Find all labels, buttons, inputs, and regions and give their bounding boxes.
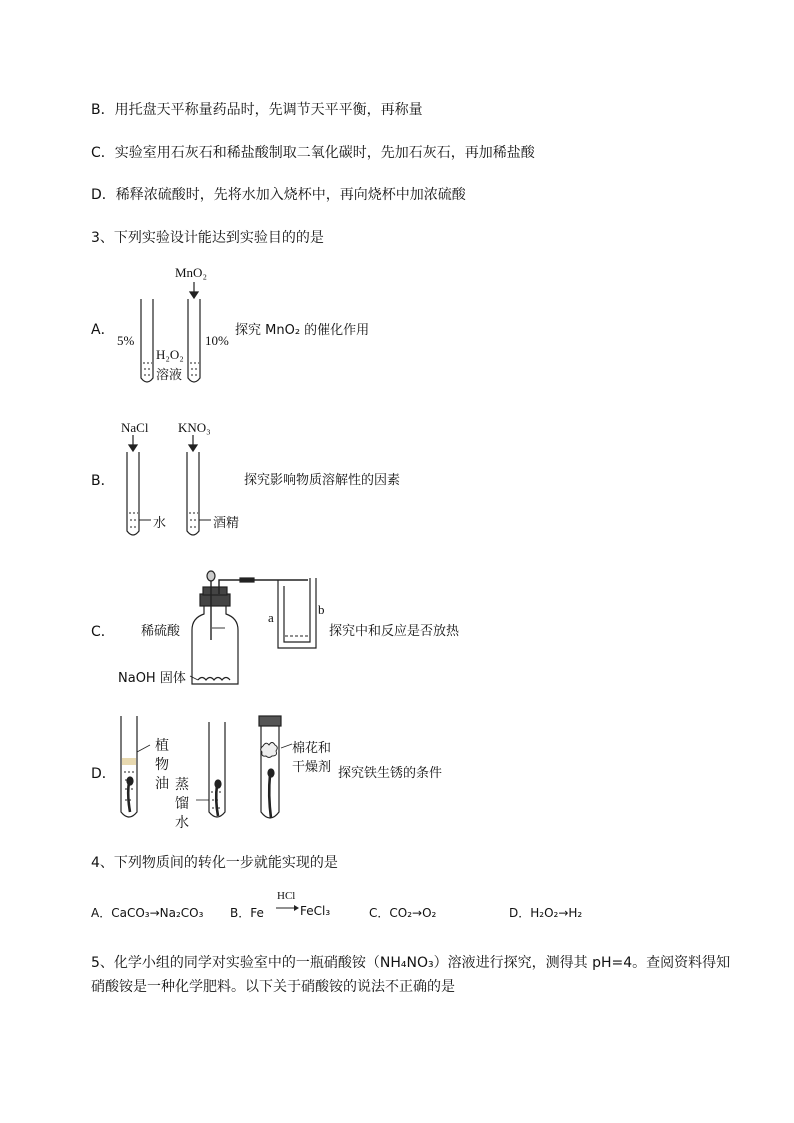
q4-option-b-suffix: FeCl₃: [300, 904, 331, 918]
d-cotton-label: 棉花和: [292, 741, 332, 756]
b-left-test-tube: [127, 452, 139, 535]
a-solution-word: 溶液: [156, 368, 183, 383]
b-liquid-right: 酒精: [213, 516, 240, 531]
b-reagent-right: KNO₃: [178, 420, 211, 435]
d-stopper: [259, 716, 281, 726]
q4-option-b-over: HCl: [277, 890, 296, 902]
q4-option-b-prefix: B．Fe: [230, 906, 264, 920]
d-dryer-label: 干燥剂: [292, 760, 332, 775]
d-water-2: 馏: [175, 796, 189, 812]
c-solid-label: NaOH 固体: [118, 671, 186, 686]
option-c-letter: C．: [91, 624, 115, 640]
option-c-text: C．实验室用石灰石和稀盐酸制取二氧化碳时，先加石灰石，再加稀盐酸: [91, 145, 535, 161]
c-side-a: a: [268, 610, 274, 625]
b-right-test-tube: [187, 452, 199, 535]
c-stopper: [200, 594, 230, 606]
option-b-letter: B．: [91, 473, 115, 489]
d-water-1: 蒸: [175, 777, 189, 793]
question-5-line-1: 5、化学小组的同学对实验室中的一瓶硝酸铵（NH₄NO₃）溶液进行探究，测得其 pH=4。查阅资料得知: [91, 955, 731, 971]
c-caption: 探究中和反应是否放热: [329, 624, 460, 639]
d-oil-2: 物: [155, 757, 169, 773]
option-d-text: D．稀释浓硫酸时，先将水加入烧杯中，再向烧杯中加浓硫酸: [91, 187, 466, 203]
option-b-text: B．用托盘天平称量药品时，先调节天平平衡，再称量: [91, 102, 423, 118]
c-acid-label: 稀硫酸: [141, 624, 181, 639]
c-u-tube: [278, 578, 316, 648]
c-flask: [192, 600, 238, 684]
d-caption: 探究铁生锈的条件: [338, 766, 443, 781]
q4-option-d: D．H₂O₂→H₂: [509, 906, 583, 920]
question-5-line-2: 硝酸铵是一种化学肥料。以下关于硝酸铵的说法不正确的是: [91, 979, 455, 995]
option-d-letter: D．: [91, 766, 116, 782]
a-solution-label: H₂O₂: [156, 347, 184, 362]
d-oil-1: 植: [155, 738, 169, 754]
a-arrow-head: [190, 292, 198, 298]
option-a-letter: A．: [91, 322, 115, 338]
b-reagent-left: NaCl: [121, 420, 149, 435]
question-4: 4、下列物质间的转化一步就能实现的是: [91, 855, 338, 871]
q4-option-c: C．CO₂→O₂: [369, 906, 437, 920]
d-oil-3: 油: [155, 776, 169, 792]
b-caption: 探究影响物质溶解性的因素: [244, 473, 401, 488]
question-3: 3、下列实验设计能达到实验目的的是: [91, 230, 324, 246]
c-delivery-tube: [219, 580, 308, 594]
q4-option-a: A．CaCO₃→Na₂CO₃: [91, 906, 204, 920]
b-liquid-left: 水: [153, 516, 167, 531]
a-right-percent: 10%: [205, 333, 229, 348]
a-right-test-tube: [188, 299, 200, 382]
d-water-3: 水: [175, 815, 189, 831]
a-reagent-label: MnO₂: [175, 265, 207, 280]
a-left-percent: 5%: [117, 333, 135, 348]
a-caption: 探究 MnO₂ 的催化作用: [235, 323, 370, 338]
c-side-b: b: [318, 602, 325, 617]
a-left-test-tube: [141, 299, 153, 382]
